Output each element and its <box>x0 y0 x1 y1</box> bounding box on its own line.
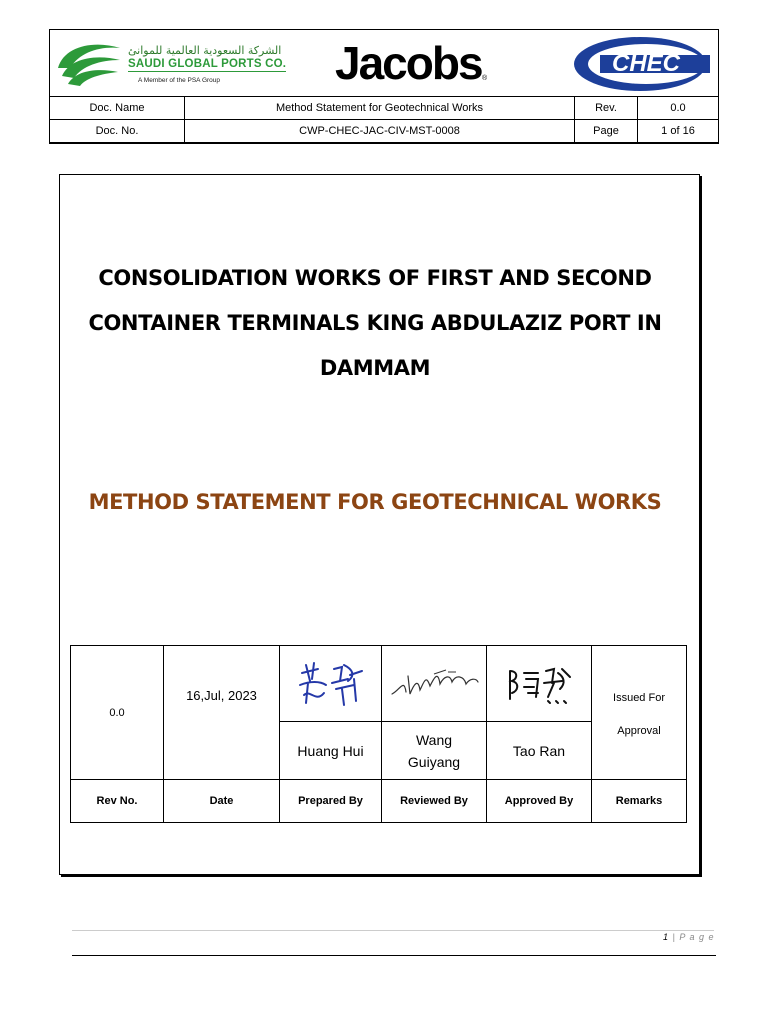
jacobs-trademark: ® <box>482 75 488 82</box>
footer-page-separator: | <box>669 932 680 942</box>
prepared-by-signature-cell <box>279 645 382 722</box>
reviewed-by-label: Reviewed By <box>381 779 487 823</box>
footer-page-word: P a g e <box>679 932 715 942</box>
document-header <box>49 29 719 144</box>
reviewed-by-name-line-2: Guiyang <box>407 753 461 770</box>
doc-name-value: Method Statement for Geotechnical Works <box>185 97 575 120</box>
project-title <box>70 256 680 391</box>
logo-row <box>50 30 718 96</box>
project-title-line-1: CONSOLIDATION WORKS OF FIRST AND SECOND <box>98 266 652 290</box>
reviewed-by-name <box>381 721 487 780</box>
remarks-line-2: Approval <box>617 725 661 737</box>
approved-by-name: Tao Ran <box>486 721 592 780</box>
approved-by-label: Approved By <box>486 779 592 823</box>
sgp-english-name: SAUDI GLOBAL PORTS CO. <box>128 58 287 70</box>
page-footer <box>663 932 715 942</box>
approved-by-signature-cell <box>486 645 592 722</box>
approval-table <box>70 645 687 823</box>
date-value: 16,Jul, 2023 <box>163 645 280 780</box>
remarks-value <box>591 645 687 780</box>
prepared-by-label: Prepared By <box>279 779 382 823</box>
doc-no-value: CWP-CHEC-JAC-CIV-MST-0008 <box>185 120 575 143</box>
sgp-arabic-name: الشركة السعودية العالمية للموانئ <box>128 44 282 57</box>
doc-no-label: Doc. No. <box>50 120 185 143</box>
doc-name-row <box>50 97 719 120</box>
project-title-line-2: CONTAINER TERMINALS KING ABDULAZIZ PORT IN <box>88 311 662 335</box>
rev-label: Rev. <box>575 97 638 120</box>
footer-page-number: 1 <box>663 932 670 942</box>
date-label: Date <box>163 779 280 823</box>
footer-divider-bottom <box>72 955 716 956</box>
document-info-table <box>49 96 719 143</box>
project-title-line-3: DAMMAM <box>319 356 431 380</box>
sgp-member-line: A Member of the PSA Group <box>138 77 221 84</box>
prepared-by-signature <box>296 659 366 709</box>
reviewed-by-signature-cell <box>381 645 487 722</box>
jacobs-logo: Jacobs <box>335 37 482 89</box>
chec-logo <box>572 35 710 93</box>
rev-no-label: Rev No. <box>70 779 164 823</box>
rev-no-value: 0.0 <box>70 645 164 780</box>
saudi-global-ports-logo <box>54 38 287 90</box>
approved-by-signature <box>504 663 574 705</box>
reviewed-by-signature <box>386 664 482 704</box>
doc-no-row <box>50 120 719 143</box>
page-label: Page <box>575 120 638 143</box>
footer-divider-top <box>72 930 714 931</box>
sgp-wave-icon <box>54 38 124 88</box>
prepared-by-name: Huang Hui <box>279 721 382 780</box>
document-subtitle: METHOD STATEMENT FOR GEOTECHNICAL WORKS <box>88 490 662 514</box>
rev-value: 0.0 <box>638 97 719 120</box>
doc-name-label: Doc. Name <box>50 97 185 120</box>
page-value: 1 of 16 <box>638 120 719 143</box>
remarks-line-1: Issued For <box>613 692 665 704</box>
remarks-label: Remarks <box>591 779 687 823</box>
chec-logo-text: CHEC <box>612 50 681 77</box>
reviewed-by-name-line-1: Wang <box>415 731 453 748</box>
